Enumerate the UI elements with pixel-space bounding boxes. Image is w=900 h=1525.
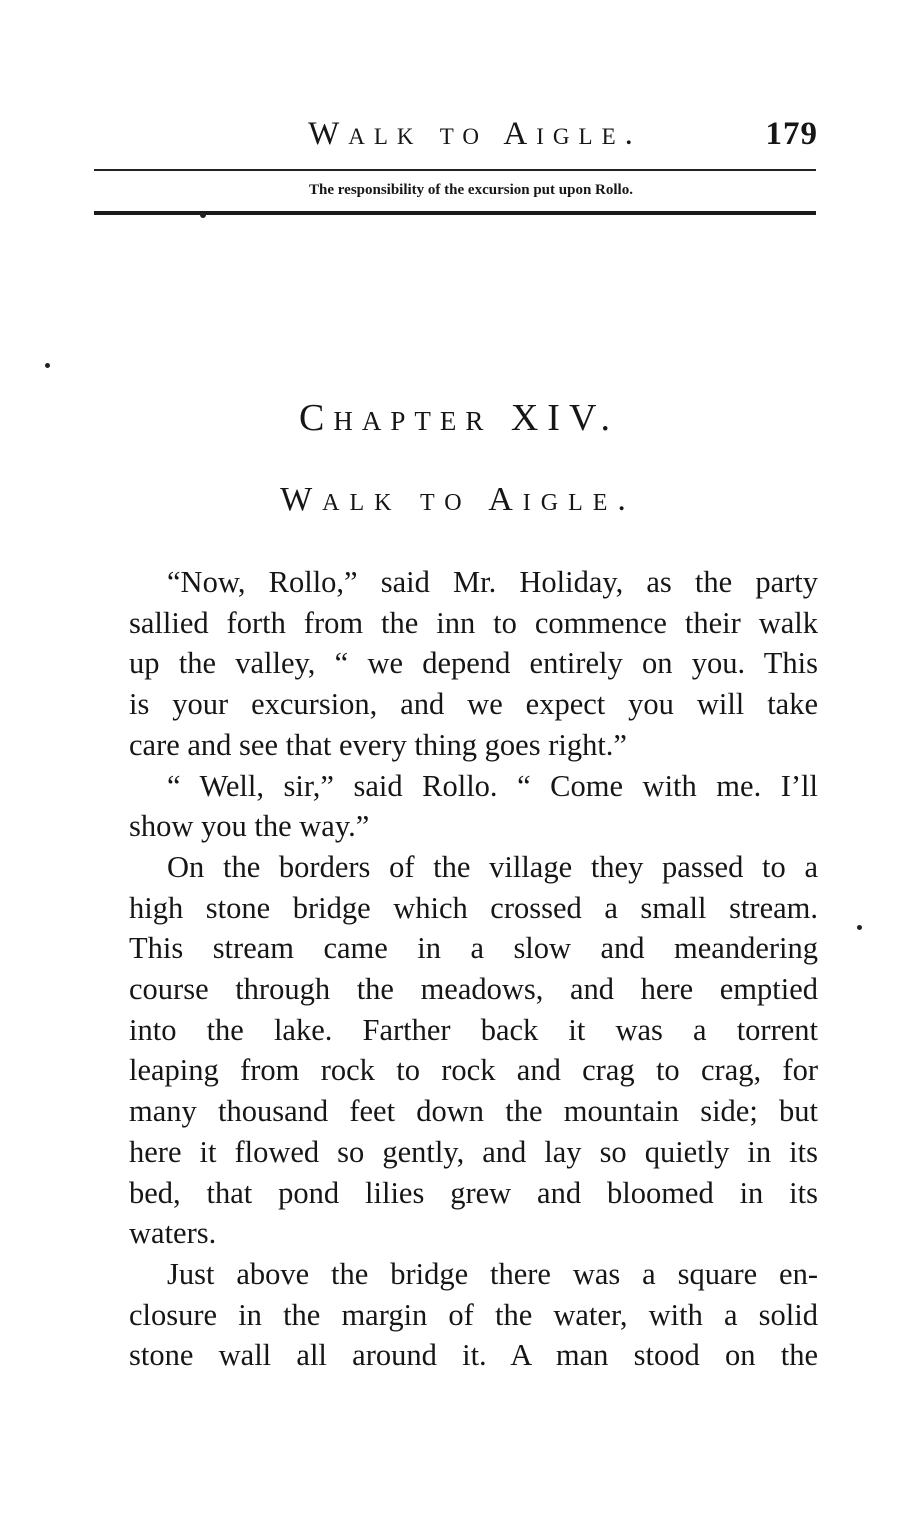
text-line: course through the meadows, and here emptied [129, 972, 818, 1007]
text-line: “Now, Rollo,” said Mr. Holiday, as the party [167, 565, 818, 599]
text-line: This stream came in a slow and meandering [129, 931, 818, 966]
running-head [92, 112, 818, 156]
text-line: Just above the bridge there was a square en- [167, 1256, 818, 1291]
text-line: waters. [129, 1216, 217, 1251]
text-line: leaping from rock to rock and crag to crag, for [129, 1053, 818, 1088]
text-line: On the borders of the village they passed to a [167, 849, 818, 884]
ink-speck [200, 212, 206, 218]
page-subheading: The responsibility of the excursion put upon Rollo. [309, 182, 633, 198]
text-line: is your excursion, and we expect you will take [129, 687, 818, 722]
paragraph [91, 1254, 818, 1376]
text-line: here it flowed so gently, and lay so quietly in its [129, 1134, 818, 1169]
text-line: sallied forth from the inn to commence their walk [129, 605, 818, 640]
paragraph [91, 562, 818, 766]
text-line: high stone bridge which crossed a small stream. [129, 890, 818, 925]
paragraph [91, 847, 818, 1254]
text-line: into the lake. Farther back it was a torrent [129, 1012, 818, 1047]
text-line: bed, that pond lilies grew and bloomed in its [129, 1175, 818, 1210]
text-line: care and see that every thing goes right.” [129, 727, 627, 762]
ink-speck [45, 363, 50, 368]
text-line: many thousand feet down the mountain side; but [129, 1094, 818, 1129]
text-line: show you the way.” [129, 809, 370, 844]
header-rule-top [94, 169, 816, 171]
ink-speck [857, 925, 862, 930]
text-line: closure in the margin of the water, with a solid [129, 1297, 818, 1332]
text-line: stone wall all around it. A man stood on the [129, 1338, 818, 1373]
page-number: 179 [765, 116, 818, 152]
text-line: “ Well, sir,” said Rollo. “ Come with me. I’ll [167, 768, 818, 803]
body-text [91, 562, 818, 1376]
running-title: Walk to Aigle. [308, 116, 642, 152]
text-line: up the valley, “ we depend entirely on you. This [129, 646, 818, 681]
chapter-title: Walk to Aigle. [280, 481, 636, 518]
chapter-number: Chapter XIV. [299, 397, 619, 439]
paragraph [91, 766, 818, 847]
